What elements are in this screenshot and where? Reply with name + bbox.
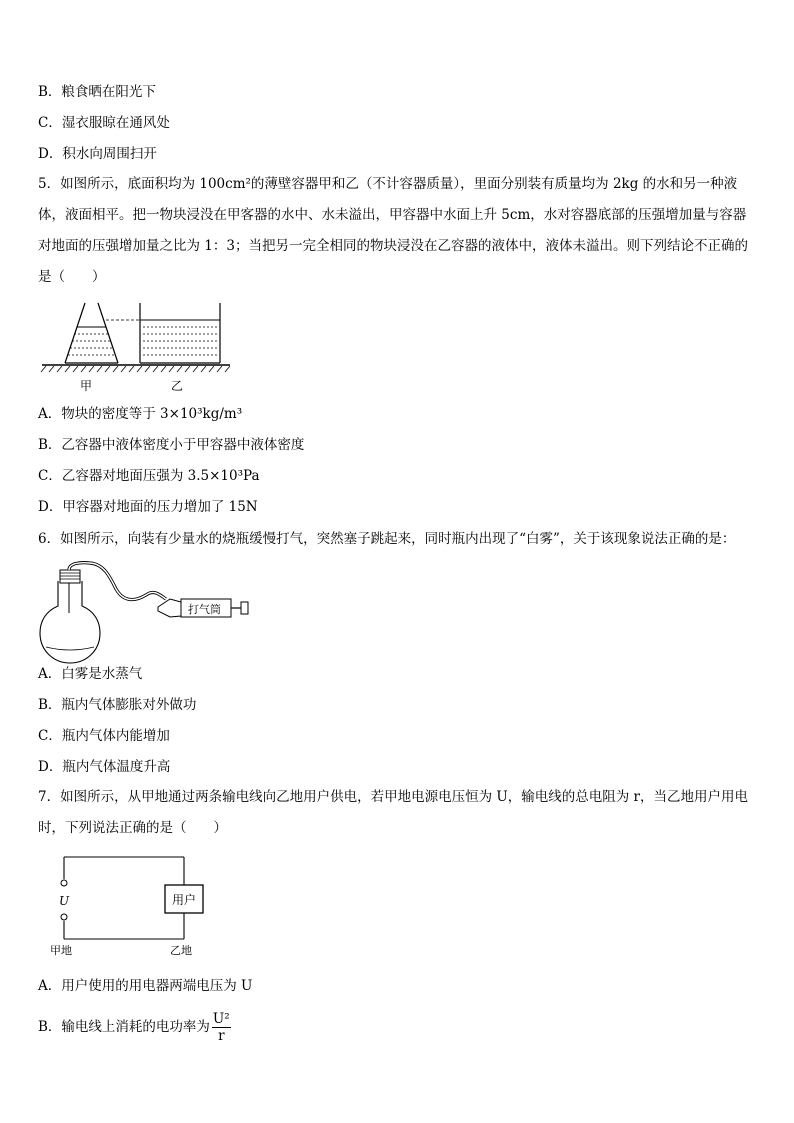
q6-flask-pump-figure: [38, 561, 252, 667]
dest-place-label: 乙地: [170, 944, 192, 957]
q6-option-b: B．瓶内气体膨胀对外做功: [38, 697, 197, 713]
terminal-bottom: [61, 914, 67, 920]
tube: [69, 563, 166, 600]
voltage-label: U: [59, 894, 70, 908]
source-place-label: 甲地: [50, 944, 72, 957]
q4-option-b: B．粮食晒在阳光下: [38, 84, 156, 100]
label-yi: 乙: [171, 379, 184, 393]
q6-stem: 6．如图所示，向装有少量水的烧瓶缓慢打气，突然塞子跳起来，同时瓶内出现了“白雾”，关于该现象说法正确的是：: [38, 531, 736, 547]
q6-option-a: A．白雾是水蒸气: [38, 666, 143, 682]
user-label: 用户: [172, 893, 197, 907]
container-jia: [65, 303, 118, 363]
q5-option-d: D．甲容器对地面的压力增加了 15N: [38, 499, 258, 515]
q5-containers-figure: [40, 297, 232, 393]
q7-option-a: A．用户使用的用电器两端电压为 U: [38, 978, 253, 994]
pump-icon: [158, 599, 248, 617]
fraction-numerator: U²: [212, 1011, 230, 1027]
q7-stem: 7．如图所示，从甲地通过两条输电线向乙地用户供电，若甲地电源电压恒为 U，输电线的总电阻为 r，当乙地用户用电时，下列说法正确的是（ ）: [38, 789, 749, 836]
terminal-top: [61, 880, 67, 886]
q6-option-c: C．瓶内气体内能增加: [38, 728, 170, 744]
pump-label: 打气筒: [188, 603, 221, 616]
q5-option-a: A．物块的密度等于 3×10³kg/m³: [38, 406, 243, 422]
q7-option-b-text: B．输电线上消耗的电功率为: [38, 1019, 210, 1035]
label-jia: 甲: [80, 379, 93, 393]
q5-option-b: B．乙容器中液体密度小于甲容器中液体密度: [38, 437, 305, 453]
power-fraction: [212, 1011, 231, 1044]
q5-stem: 5．如图所示，底面积均为 100cm²的薄壁容器甲和乙（不计容器质量），里面分别装有质量均为 2kg 的水和另一种液体，液面相平。把一物块浸没在甲客器的水中、水未溢出，甲容器中水面上升 5cm，水对容器底部的压强增加量与容器对地面的压强增加量之比为 1：3；当把另一完全相同的物块浸没在乙容器的液体中，液体未溢出。则下列结论不正确的是（ ）: [38, 176, 748, 285]
container-yi: [140, 303, 220, 363]
q4-option-d: D．积水向周围扫开: [38, 146, 157, 162]
q7-option-b: [38, 1010, 231, 1044]
q5-option-c: C．乙容器对地面压强为 3.5×10³Pa: [38, 468, 260, 484]
ground: [41, 365, 230, 372]
fraction-denominator: r: [218, 1028, 225, 1044]
q4-option-c: C．湿衣服晾在通风处: [38, 115, 170, 131]
q6-option-d: D．瓶内气体温度升高: [38, 759, 171, 775]
stopper-icon: [60, 570, 80, 613]
q7-circuit-figure: [44, 853, 214, 959]
flask-icon: [40, 581, 100, 663]
